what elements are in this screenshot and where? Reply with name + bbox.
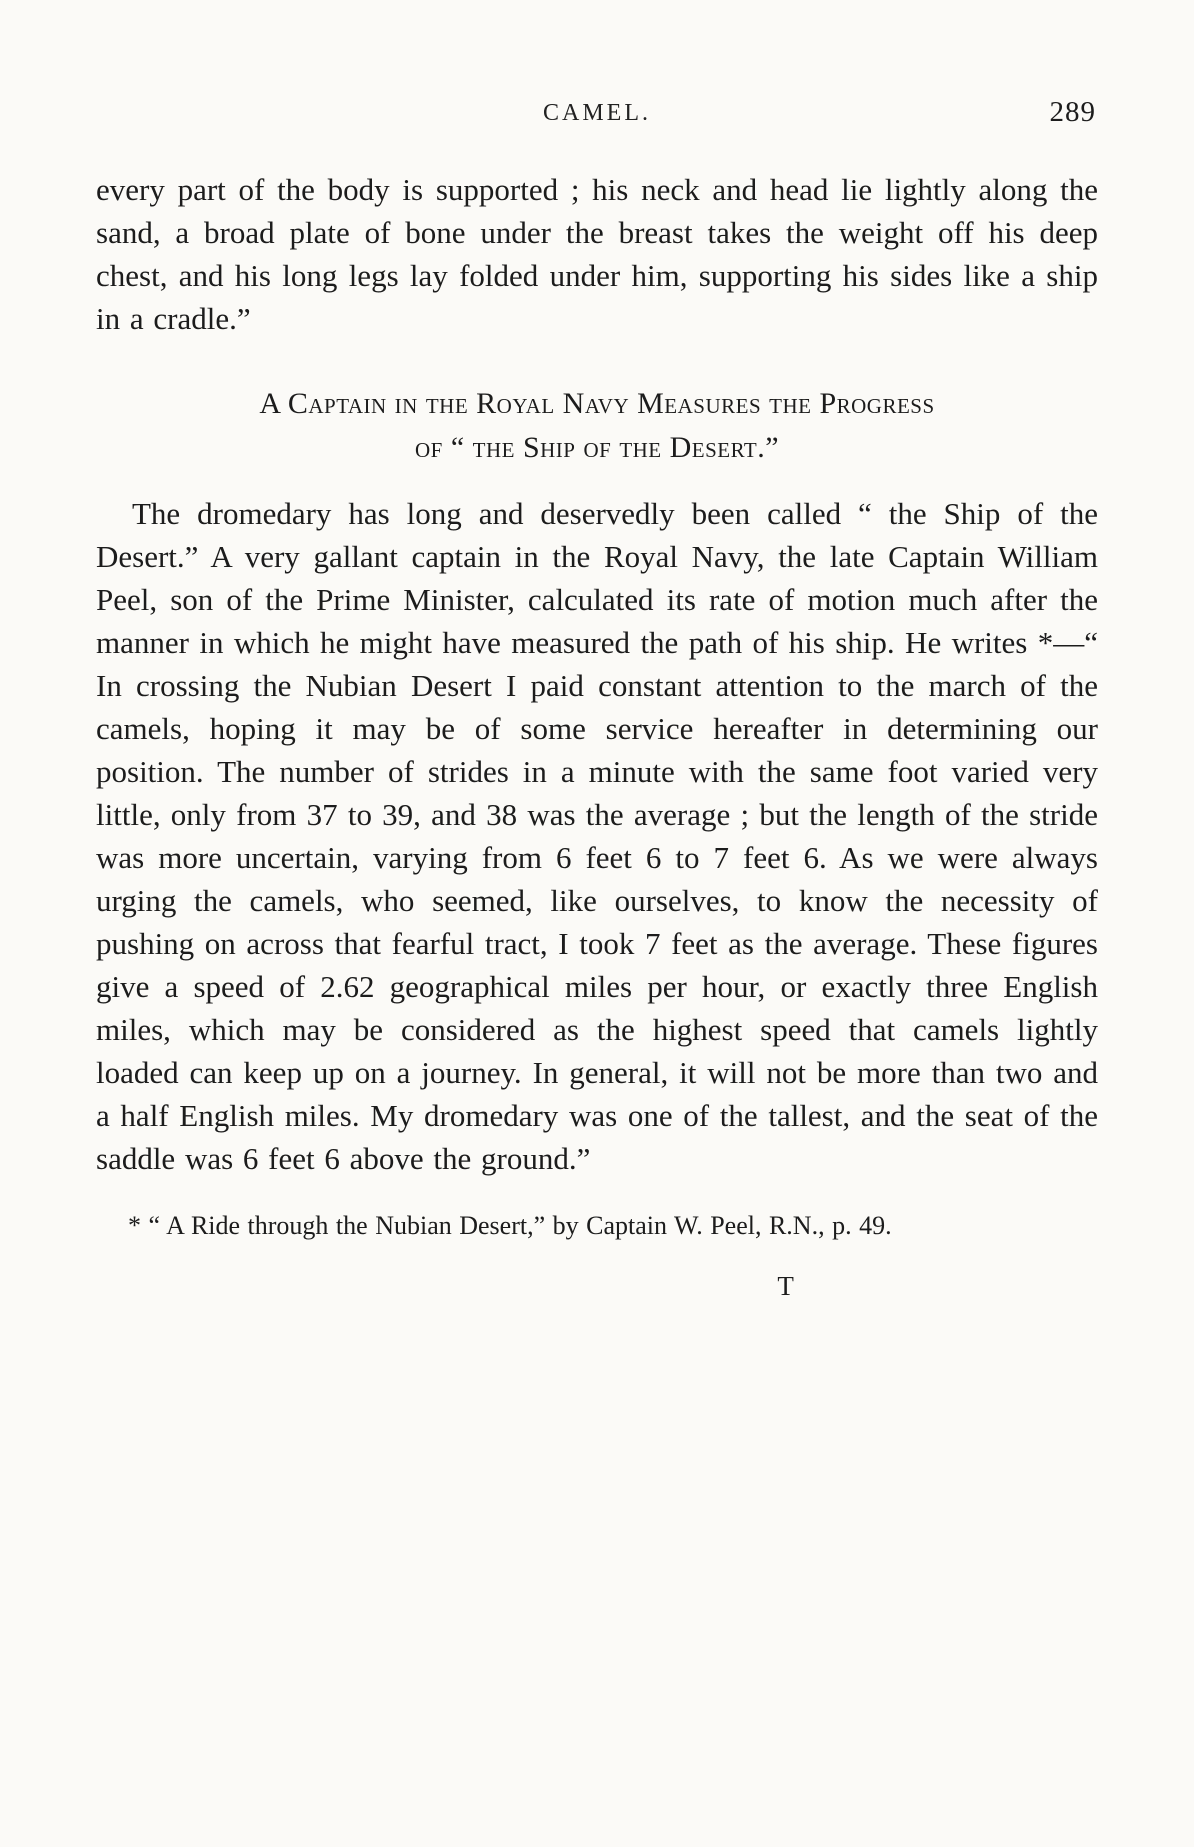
- section-heading: [96, 382, 1098, 470]
- page-header: [96, 96, 1098, 140]
- page-number: 289: [1049, 96, 1096, 128]
- signature-mark: T: [777, 1271, 795, 1301]
- paragraph-continuation: every part of the body is supported ; his neck and head lie lightly along the sand, a broad plate of bone under the breast takes the weight off his deep chest, and his long legs lay folded under him, supporting his sides like a ship in a cradle.”: [96, 172, 1098, 336]
- section-heading-line1: A Captain in the Royal Navy Measures the Progress: [259, 387, 935, 420]
- section-heading-line2: of “ the Ship of the Desert.”: [414, 431, 780, 464]
- footnote: * “ A Ride through the Nubian Desert,” by Captain W. Peel, R.N., p. 49.: [128, 1211, 892, 1240]
- paragraph-main: The dromedary has long and deservedly been called “ the Ship of the Desert.” A very gallant captain in the Royal Navy, the late Captain William Peel, son of the Prime Minister, calculated its rate of motion much after the manner in which he might have measured the path of his ship. He writes *—“ In crossing the Nubian Desert I paid constant attention to the march of the camels, hoping it may be of some service hereafter in determining our position. The number of strides in a minute with the same foot varied very little, only from 37 to 39, and 38 was the average ; but the length of the stride was more uncertain, varying from 6 feet 6 to 7 feet 6. As we were always urging the camels, who seemed, like ourselves, to know the necessity of pushing on across that fearful tract, I took 7 feet as the average. These figures give a speed of 2.62 geographical miles per hour, or exactly three English miles, which may be considered as the highest speed that camels lightly loaded can keep up on a journey. In general, it will not be more than two and a half English miles. My dromedary was one of the tallest, and the seat of the saddle was 6 feet 6 above the ground.”: [96, 496, 1098, 1176]
- running-title: CAMEL.: [543, 100, 651, 126]
